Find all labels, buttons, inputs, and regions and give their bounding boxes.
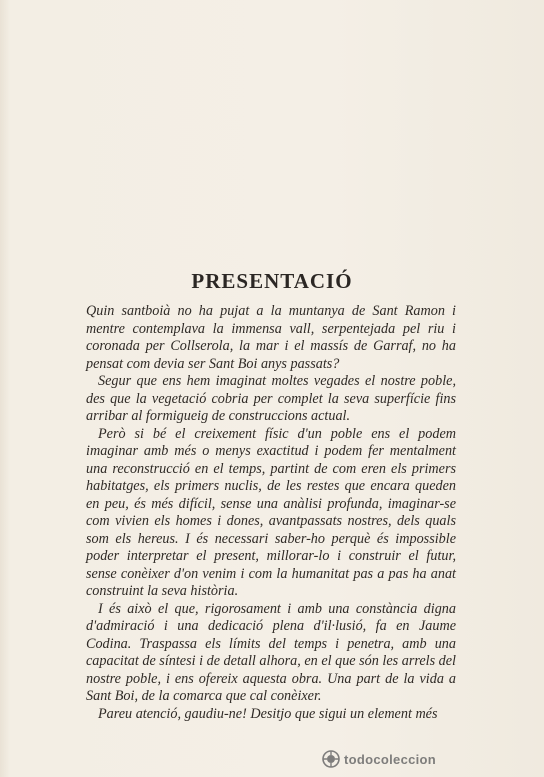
presentation-text — [86, 283, 456, 723]
paragraph: Però si bé el creixement físic d'un poble ens el podem imaginar amb més o menys exactitud i podem fer mentalment una reconstrucció en el temps, partint de com eren els primers habitatges, els primers nuclis, de les restes que encara queden en peu, és més difícil, sense una anàlisi profunda, imaginar-se com vivien els homes i dones, avantpassats nostres, dels quals som els hereus. I és necessari saber-ho perquè és impossible poder interpretar el present, millorar-lo i construir el futur, sense conèixer d'on venim i com la humanitat pas a pas ha anat construint la seva història. — [86, 425, 456, 599]
paragraph: Segur que ens hem imaginat moltes vegades el nostre poble, des que la vegetació cobria per complet la seva superfície fins arribar al formigueig de construccions actual. — [86, 373, 456, 424]
paragraph: I és això el que, rigorosament i amb una constància digna d'admiració i una dedicació plena d'il·lusió, fa en Jaume Codina. Traspassa els límits del temps i penetra, amb una capacitat de síntesi i de detall alhora, en el que són les arrels del nostre poble, i ens ofereix aquesta obra. Una part de la vida a Sant Boi, de la comarca que cal conèixer. — [86, 600, 456, 704]
paragraph: Quin santboià no ha pujat a la muntanya de Sant Ramon i mentre contemplava la immensa vall, serpentejada pel riu i coronada per Collserola, la mar i el massís de Garraf, no ha pensat com devia ser Sant Boi anys passats? — [86, 303, 456, 372]
page-title: PRESENTACIÓ — [191, 269, 353, 294]
watermark-logo-icon — [322, 750, 340, 768]
watermark — [322, 748, 436, 770]
watermark-text: todocoleccion — [344, 751, 437, 767]
paragraph: Pareu atenció, gaudiu-ne! Desitjo que sigui un element més — [98, 705, 438, 722]
